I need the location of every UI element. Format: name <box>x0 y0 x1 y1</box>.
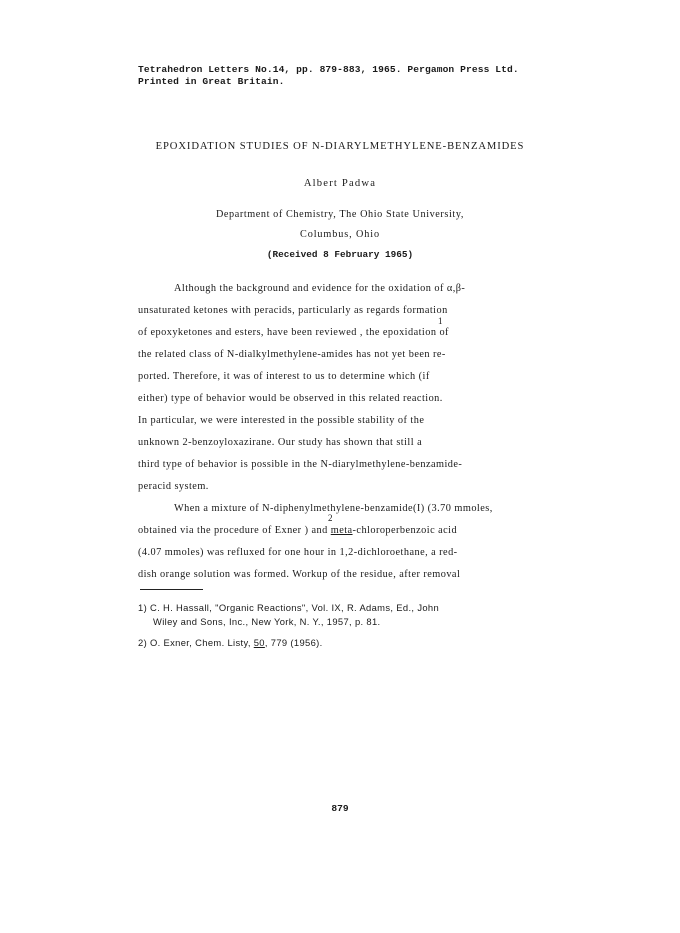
author-name: Albert Padwa <box>303 178 377 189</box>
journal-header-line-2: Printed in Great Britain. <box>138 76 285 87</box>
body-line-7: In particular, we were interested in the possible stability of the <box>138 415 425 426</box>
footnote-2-volume: 50 <box>253 637 265 648</box>
reference-mark-1: 1 <box>438 316 443 326</box>
page-number: 879 <box>331 803 349 814</box>
body-line-9: third type of behavior is possible in the N-diarylmethylene-benzamide- <box>138 459 463 470</box>
body-line-12 <box>138 525 457 536</box>
footnote-2-rest: , 779 (1956). <box>264 637 323 648</box>
footnote-2-text: 2) O. Exner, Chem. Listy, <box>138 637 254 648</box>
footnote-separator <box>140 589 203 590</box>
body-line-6: either) type of behavior would be observed in this related reaction. <box>138 393 443 404</box>
body-line-3: of epoxyketones and esters, have been reviewed , the epoxidation of <box>138 327 449 338</box>
affiliation-city: Columbus, Ohio <box>300 229 380 240</box>
footnote-1-line-1: 1) C. H. Hassall, "Organic Reactions", Vol. IX, R. Adams, Ed., John <box>138 602 440 613</box>
body-line-10: peracid system. <box>138 481 209 492</box>
body-line-14: dish orange solution was formed. Workup of the residue, after removal <box>138 569 461 580</box>
received-date: (Received 8 February 1965) <box>266 249 414 260</box>
paper-title: EPOXIDATION STUDIES OF N-DIARYLMETHYLENE-BENZAMIDES <box>155 141 525 152</box>
footnote-1-line-2: Wiley and Sons, Inc., New York, N. Y., 1957, p. 81. <box>153 616 381 627</box>
meta-underlined: meta <box>330 525 353 536</box>
body-line-5: ported. Therefore, it was of interest to us to determine which (if <box>138 371 430 382</box>
body-line-2: unsaturated ketones with peracids, particularly as regards formation <box>138 305 448 316</box>
footnote-2 <box>138 637 323 648</box>
affiliation-department: Department of Chemistry, The Ohio State University, <box>215 209 465 220</box>
reference-mark-2: 2 <box>328 513 333 523</box>
journal-header-line-1: Tetrahedron Letters No.14, pp. 879-883, 1965. Pergamon Press Ltd. <box>138 64 519 75</box>
body-line-1: Although the background and evidence for the oxidation of α,β- <box>174 283 466 294</box>
body-line-12-text: obtained via the procedure of Exner ) and <box>138 525 331 536</box>
body-line-12-rest: -chloroperbenzoic acid <box>352 525 458 536</box>
body-line-13: (4.07 mmoles) was refluxed for one hour in 1,2-dichloroethane, a red- <box>138 547 458 558</box>
body-line-8: unknown 2-benzoyloxazirane. Our study has shown that still a <box>138 437 423 448</box>
body-line-4: the related class of N-dialkylmethylene-amides has not yet been re- <box>138 349 446 360</box>
body-line-11: When a mixture of N-diphenylmethylene-benzamide(I) (3.70 mmoles, <box>174 503 493 514</box>
